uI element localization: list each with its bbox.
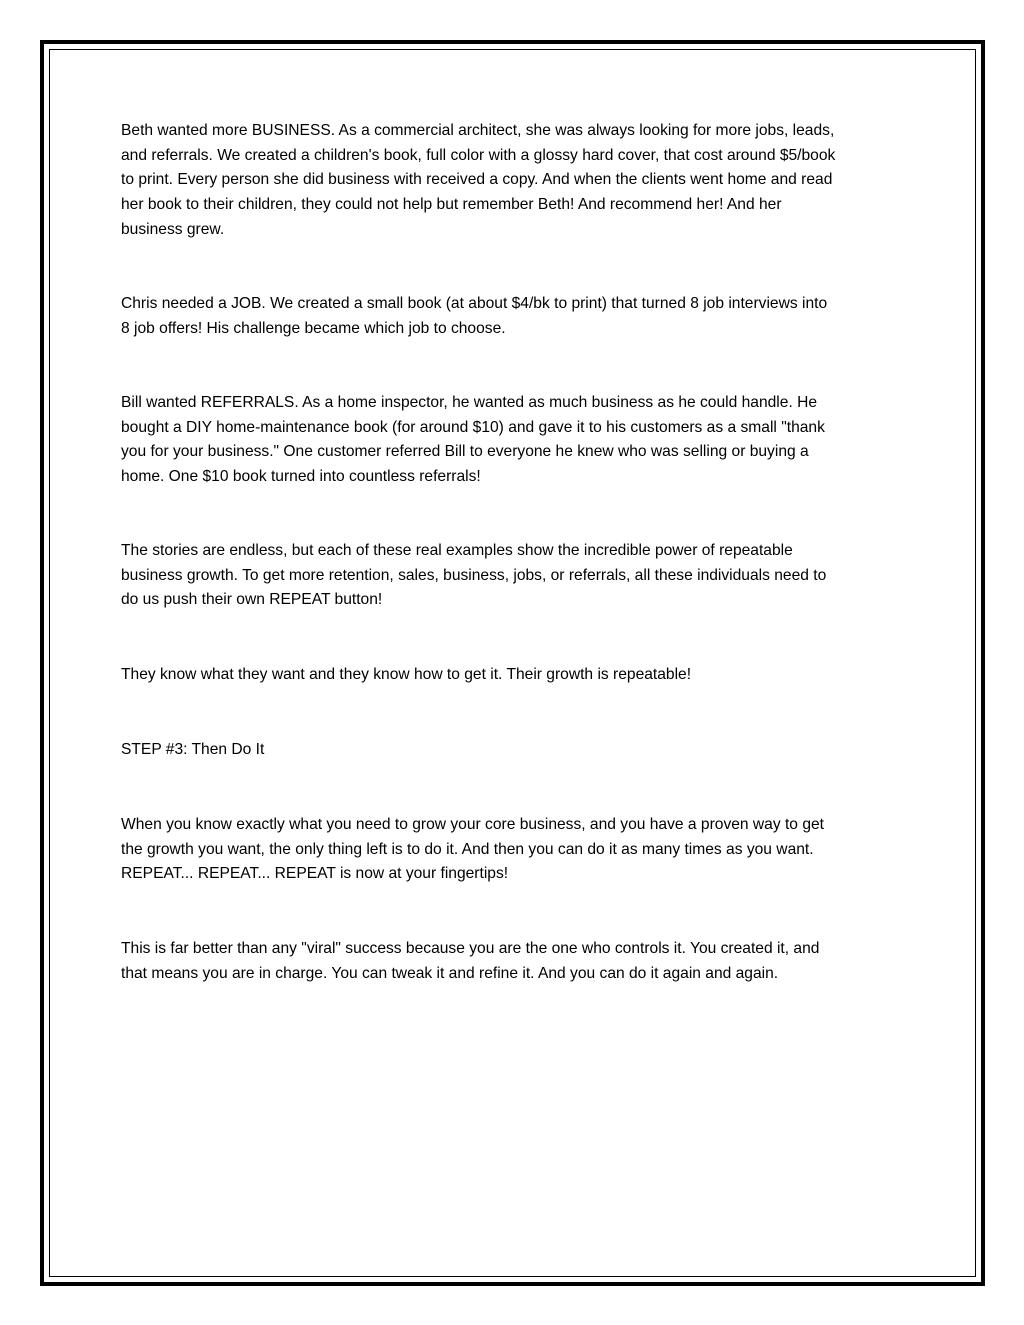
- paragraph-growth-repeatable: [121, 663, 906, 688]
- text-line: Chris needed a JOB. We created a small book (at about $4/bk to print) that turned 8 job interviews into: [121, 295, 828, 312]
- text-line: Bill wanted REFERRALS. As a home inspector, he wanted as much business as he could handle. He: [121, 394, 818, 411]
- paragraph-bill-referrals: [121, 391, 906, 490]
- text-line: to print. Every person she did business with received a copy. And when the clients went home and read: [121, 171, 833, 189]
- paragraph-then-do-it: [121, 813, 906, 887]
- paragraph-beth-business: [121, 119, 906, 243]
- text-line: the growth you want, the only thing left is to do it. And then you can do it as many times as you want.: [121, 840, 814, 858]
- text-line: 8 job offers! His challenge became which job to choose.: [121, 319, 506, 337]
- text-line: home. One $10 book turned into countless referrals!: [121, 468, 481, 486]
- text-line: bought a DIY home-maintenance book (for around $10) and gave it to his customers as a small "thank: [121, 418, 825, 436]
- text-line: do us push their own REPEAT button!: [121, 591, 383, 609]
- text-line: you for your business." One customer referred Bill to everyone he knew who was selling or buying a: [121, 443, 809, 461]
- paragraph-stories-endless: [121, 539, 906, 613]
- text-line: REPEAT... REPEAT... REPEAT is now at your fingertips!: [121, 865, 509, 883]
- text-line: When you know exactly what you need to grow your core business, and you have a proven way to get: [121, 816, 824, 833]
- text-line: and referrals. We created a children's book, full color with a glossy hard cover, that cost around $5/book: [121, 146, 836, 164]
- text-line: The stories are endless, but each of these real examples show the incredible power of repeatable: [121, 542, 793, 559]
- paragraph-chris-job: [121, 292, 906, 341]
- text-line: that means you are in charge. You can tweak it and refine it. And you can do it again and again.: [121, 964, 779, 982]
- text-line: STEP #3: Then Do It: [121, 741, 265, 758]
- text-line: This is far better than any "viral" success because you are the one who controls it. You created it, and: [121, 940, 820, 957]
- text-line: her book to their children, they could not help but remember Beth! And recommend her! And her: [121, 196, 782, 214]
- text-line: Beth wanted more BUSINESS. As a commercial architect, she was always looking for more jobs, leads,: [121, 122, 835, 139]
- text-line: business grew.: [121, 220, 225, 238]
- step-3-heading: [121, 738, 906, 763]
- text-line: business growth. To get more retention, sales, business, jobs, or referrals, all these individuals need to: [121, 566, 827, 584]
- text-line: They know what they want and they know how to get it. Their growth is repeatable!: [121, 666, 692, 683]
- paragraph-better-than-viral: [121, 937, 906, 986]
